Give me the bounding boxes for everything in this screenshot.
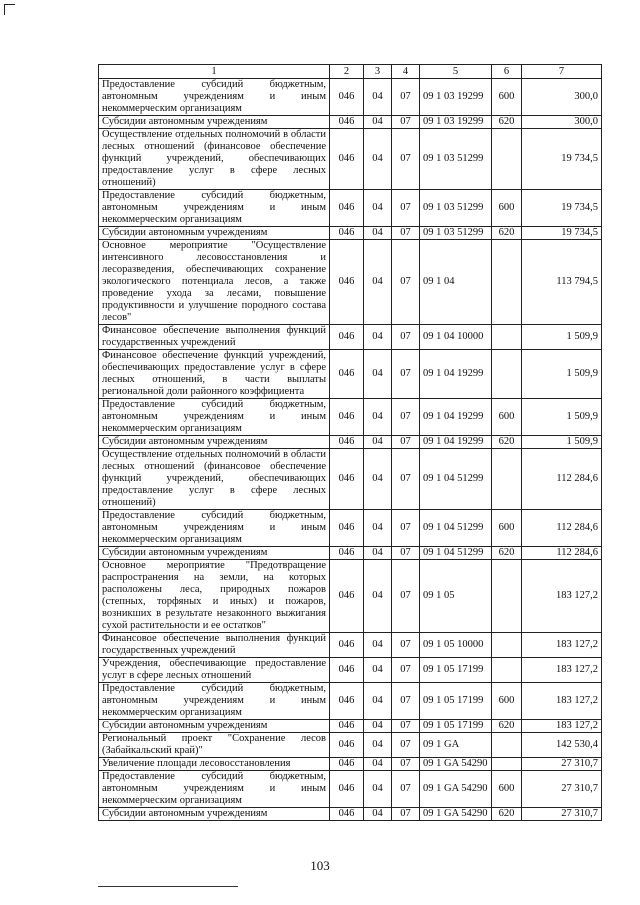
row-admin-code-cell: 046 — [330, 436, 364, 449]
row-amount-cell: 1 509,9 — [522, 350, 602, 399]
row-admin-code-cell: 046 — [330, 129, 364, 190]
row-section-cell: 04 — [364, 633, 392, 658]
page-number: 103 — [310, 858, 330, 873]
row-name-cell: Предоставление субсидий бюджетным, автономным учреждениям и иным некоммерческим организациям — [99, 683, 330, 720]
table-row — [99, 227, 602, 240]
row-name-cell: Основное мероприятие "Предотвращение распространения на земли, на которых расположены леса, природных пожаров (степных, торфяных и иных) и пожаров, возникших в результате незаконного выжигания сухой растительности и ее остатков" — [99, 560, 330, 633]
row-subsection-cell: 07 — [392, 683, 420, 720]
row-subsection-cell: 07 — [392, 129, 420, 190]
row-amount-cell: 19 734,5 — [522, 227, 602, 240]
row-amount-cell: 183 127,2 — [522, 683, 602, 720]
row-section-cell: 04 — [364, 449, 392, 510]
row-target-article-cell: 09 1 03 51299 — [420, 129, 492, 190]
row-name-cell: Субсидии автономным учреждениям — [99, 116, 330, 129]
row-subsection-cell: 07 — [392, 227, 420, 240]
row-subsection-cell: 07 — [392, 560, 420, 633]
row-section-cell: 04 — [364, 560, 392, 633]
row-target-article-cell: 09 1 03 19299 — [420, 79, 492, 116]
row-amount-cell: 183 127,2 — [522, 720, 602, 733]
row-name-cell: Субсидии автономным учреждениям — [99, 547, 330, 560]
row-admin-code-cell: 046 — [330, 560, 364, 633]
row-name-cell: Увеличение площади лесовосстановления — [99, 758, 330, 771]
header-col-6: 6 — [492, 65, 522, 79]
row-section-cell: 04 — [364, 720, 392, 733]
row-expense-type-cell — [492, 733, 522, 758]
row-name-cell: Региональный проект "Сохранение лесов (Забайкальский край)" — [99, 733, 330, 758]
row-amount-cell: 1 509,9 — [522, 399, 602, 436]
table-row — [99, 720, 602, 733]
row-section-cell: 04 — [364, 547, 392, 560]
row-admin-code-cell: 046 — [330, 758, 364, 771]
row-section-cell: 04 — [364, 771, 392, 808]
row-amount-cell: 113 794,5 — [522, 240, 602, 325]
row-section-cell: 04 — [364, 808, 392, 821]
table-row — [99, 733, 602, 758]
row-name-cell: Учреждения, обеспечивающие предоставление услуг в сфере лесных отношений — [99, 658, 330, 683]
row-expense-type-cell: 620 — [492, 720, 522, 733]
row-expense-type-cell — [492, 350, 522, 399]
row-amount-cell: 27 310,7 — [522, 771, 602, 808]
row-amount-cell: 112 284,6 — [522, 547, 602, 560]
table-row — [99, 449, 602, 510]
row-amount-cell: 1 509,9 — [522, 325, 602, 350]
scan-corner-mark — [4, 4, 15, 15]
row-name-cell: Субсидии автономным учреждениям — [99, 227, 330, 240]
table-row — [99, 547, 602, 560]
row-admin-code-cell: 046 — [330, 79, 364, 116]
row-target-article-cell: 09 1 GA 54290 — [420, 808, 492, 821]
row-subsection-cell: 07 — [392, 808, 420, 821]
row-name-cell: Осуществление отдельных полномочий в области лесных отношений (финансовое обеспечение функций учреждений, обеспечивающих предоставление услуг в сфере лесных отношений) — [99, 129, 330, 190]
table-row — [99, 399, 602, 436]
row-subsection-cell: 07 — [392, 758, 420, 771]
row-section-cell: 04 — [364, 658, 392, 683]
row-name-cell: Финансовое обеспечение выполнения функций государственных учреждений — [99, 633, 330, 658]
row-amount-cell: 19 734,5 — [522, 129, 602, 190]
row-amount-cell: 1 509,9 — [522, 436, 602, 449]
row-amount-cell: 183 127,2 — [522, 633, 602, 658]
row-admin-code-cell: 046 — [330, 116, 364, 129]
row-subsection-cell: 07 — [392, 510, 420, 547]
row-target-article-cell: 09 1 GA — [420, 733, 492, 758]
table-row — [99, 129, 602, 190]
row-section-cell: 04 — [364, 399, 392, 436]
row-name-cell: Предоставление субсидий бюджетным, автономным учреждениям и иным некоммерческим организациям — [99, 771, 330, 808]
row-target-article-cell: 09 1 05 17199 — [420, 720, 492, 733]
row-subsection-cell: 07 — [392, 350, 420, 399]
row-section-cell: 04 — [364, 758, 392, 771]
row-section-cell: 04 — [364, 79, 392, 116]
row-section-cell: 04 — [364, 350, 392, 399]
row-name-cell: Предоставление субсидий бюджетным, автономным учреждениям и иным некоммерческим организациям — [99, 399, 330, 436]
row-section-cell: 04 — [364, 129, 392, 190]
table-row — [99, 79, 602, 116]
row-amount-cell: 300,0 — [522, 79, 602, 116]
header-col-5: 5 — [420, 65, 492, 79]
row-target-article-cell: 09 1 05 10000 — [420, 633, 492, 658]
row-section-cell: 04 — [364, 436, 392, 449]
row-expense-type-cell — [492, 560, 522, 633]
row-target-article-cell: 09 1 03 19299 — [420, 116, 492, 129]
row-target-article-cell: 09 1 04 19299 — [420, 350, 492, 399]
row-admin-code-cell: 046 — [330, 771, 364, 808]
row-amount-cell: 183 127,2 — [522, 658, 602, 683]
table-row — [99, 240, 602, 325]
header-col-4: 4 — [392, 65, 420, 79]
row-name-cell: Финансовое обеспечение функций учреждений, обеспечивающих предоставление услуг в сфере лесных отношений, в части выплаты региональной доли районного коэффициента — [99, 350, 330, 399]
row-subsection-cell: 07 — [392, 399, 420, 436]
row-name-cell: Осуществление отдельных полномочий в области лесных отношений (финансовое обеспечение функций учреждений, обеспечивающих предоставление услуг в сфере лесных отношений) — [99, 449, 330, 510]
row-admin-code-cell: 046 — [330, 449, 364, 510]
row-section-cell: 04 — [364, 733, 392, 758]
row-target-article-cell: 09 1 03 51299 — [420, 227, 492, 240]
row-name-cell: Субсидии автономным учреждениям — [99, 720, 330, 733]
row-target-article-cell: 09 1 05 17199 — [420, 658, 492, 683]
row-admin-code-cell: 046 — [330, 240, 364, 325]
row-target-article-cell: 09 1 05 — [420, 560, 492, 633]
row-target-article-cell: 09 1 04 51299 — [420, 547, 492, 560]
table-header-row — [99, 65, 602, 79]
table-row — [99, 116, 602, 129]
row-section-cell: 04 — [364, 116, 392, 129]
row-admin-code-cell: 046 — [330, 658, 364, 683]
row-section-cell: 04 — [364, 683, 392, 720]
row-subsection-cell: 07 — [392, 547, 420, 560]
row-expense-type-cell — [492, 129, 522, 190]
table-row — [99, 658, 602, 683]
row-expense-type-cell — [492, 449, 522, 510]
table-row — [99, 808, 602, 821]
row-subsection-cell: 07 — [392, 720, 420, 733]
row-amount-cell: 112 284,6 — [522, 449, 602, 510]
header-col-1: 1 — [99, 65, 330, 79]
row-admin-code-cell: 046 — [330, 720, 364, 733]
row-target-article-cell: 09 1 04 — [420, 240, 492, 325]
row-expense-type-cell: 600 — [492, 510, 522, 547]
row-amount-cell: 27 310,7 — [522, 758, 602, 771]
row-name-cell: Предоставление субсидий бюджетным, автономным учреждениям и иным некоммерческим организациям — [99, 190, 330, 227]
row-subsection-cell: 07 — [392, 449, 420, 510]
row-expense-type-cell — [492, 658, 522, 683]
row-subsection-cell: 07 — [392, 658, 420, 683]
row-target-article-cell: 09 1 GA 54290 — [420, 771, 492, 808]
row-expense-type-cell: 600 — [492, 683, 522, 720]
table-row — [99, 560, 602, 633]
row-subsection-cell: 07 — [392, 733, 420, 758]
row-admin-code-cell: 046 — [330, 547, 364, 560]
row-target-article-cell: 09 1 03 51299 — [420, 190, 492, 227]
row-expense-type-cell — [492, 758, 522, 771]
row-expense-type-cell: 620 — [492, 227, 522, 240]
row-subsection-cell: 07 — [392, 771, 420, 808]
row-admin-code-cell: 046 — [330, 510, 364, 547]
header-col-2: 2 — [330, 65, 364, 79]
row-name-cell: Субсидии автономным учреждениям — [99, 436, 330, 449]
row-expense-type-cell — [492, 633, 522, 658]
row-subsection-cell: 07 — [392, 240, 420, 325]
row-subsection-cell: 07 — [392, 436, 420, 449]
row-section-cell: 04 — [364, 190, 392, 227]
header-col-7: 7 — [522, 65, 602, 79]
header-col-3: 3 — [364, 65, 392, 79]
row-expense-type-cell: 600 — [492, 190, 522, 227]
row-section-cell: 04 — [364, 240, 392, 325]
row-name-cell: Предоставление субсидий бюджетным, автономным учреждениям и иным некоммерческим организациям — [99, 79, 330, 116]
row-expense-type-cell: 600 — [492, 399, 522, 436]
row-admin-code-cell: 046 — [330, 808, 364, 821]
row-target-article-cell: 09 1 04 19299 — [420, 436, 492, 449]
row-amount-cell: 27 310,7 — [522, 808, 602, 821]
row-amount-cell: 19 734,5 — [522, 190, 602, 227]
row-admin-code-cell: 046 — [330, 633, 364, 658]
row-name-cell: Предоставление субсидий бюджетным, автономным учреждениям и иным некоммерческим организациям — [99, 510, 330, 547]
row-admin-code-cell: 046 — [330, 733, 364, 758]
row-admin-code-cell: 046 — [330, 350, 364, 399]
row-target-article-cell: 09 1 GA 54290 — [420, 758, 492, 771]
row-expense-type-cell: 620 — [492, 436, 522, 449]
row-name-cell: Финансовое обеспечение выполнения функций государственных учреждений — [99, 325, 330, 350]
row-target-article-cell: 09 1 04 51299 — [420, 510, 492, 547]
row-section-cell: 04 — [364, 325, 392, 350]
row-subsection-cell: 07 — [392, 190, 420, 227]
row-subsection-cell: 07 — [392, 116, 420, 129]
row-expense-type-cell — [492, 325, 522, 350]
row-section-cell: 04 — [364, 227, 392, 240]
row-section-cell: 04 — [364, 510, 392, 547]
budget-table — [98, 64, 602, 821]
row-expense-type-cell: 620 — [492, 547, 522, 560]
row-subsection-cell: 07 — [392, 325, 420, 350]
table-row — [99, 758, 602, 771]
table-row — [99, 325, 602, 350]
footer-rule — [98, 886, 238, 887]
row-expense-type-cell: 600 — [492, 79, 522, 116]
row-amount-cell: 112 284,6 — [522, 510, 602, 547]
table-row — [99, 510, 602, 547]
row-name-cell: Основное мероприятие "Осуществление интенсивного лесовосстановления и лесоразведения, обеспечивающих сохранение экологического потенциала лесов, а также проведение ухода за лесами, повышение продуктивности и улучшение породного состава лесов" — [99, 240, 330, 325]
row-target-article-cell: 09 1 05 17199 — [420, 683, 492, 720]
row-admin-code-cell: 046 — [330, 399, 364, 436]
table-row — [99, 771, 602, 808]
table-row — [99, 633, 602, 658]
row-admin-code-cell: 046 — [330, 190, 364, 227]
row-subsection-cell: 07 — [392, 633, 420, 658]
row-name-cell: Субсидии автономным учреждениям — [99, 808, 330, 821]
table-row — [99, 683, 602, 720]
row-target-article-cell: 09 1 04 51299 — [420, 449, 492, 510]
row-target-article-cell: 09 1 04 10000 — [420, 325, 492, 350]
row-expense-type-cell: 620 — [492, 808, 522, 821]
row-amount-cell: 142 530,4 — [522, 733, 602, 758]
table-row — [99, 350, 602, 399]
row-subsection-cell: 07 — [392, 79, 420, 116]
row-expense-type-cell: 620 — [492, 116, 522, 129]
row-amount-cell: 183 127,2 — [522, 560, 602, 633]
row-admin-code-cell: 046 — [330, 325, 364, 350]
row-amount-cell: 300,0 — [522, 116, 602, 129]
table-row — [99, 436, 602, 449]
row-target-article-cell: 09 1 04 19299 — [420, 399, 492, 436]
row-expense-type-cell — [492, 240, 522, 325]
row-admin-code-cell: 046 — [330, 227, 364, 240]
row-admin-code-cell: 046 — [330, 683, 364, 720]
row-expense-type-cell: 600 — [492, 771, 522, 808]
table-row — [99, 190, 602, 227]
